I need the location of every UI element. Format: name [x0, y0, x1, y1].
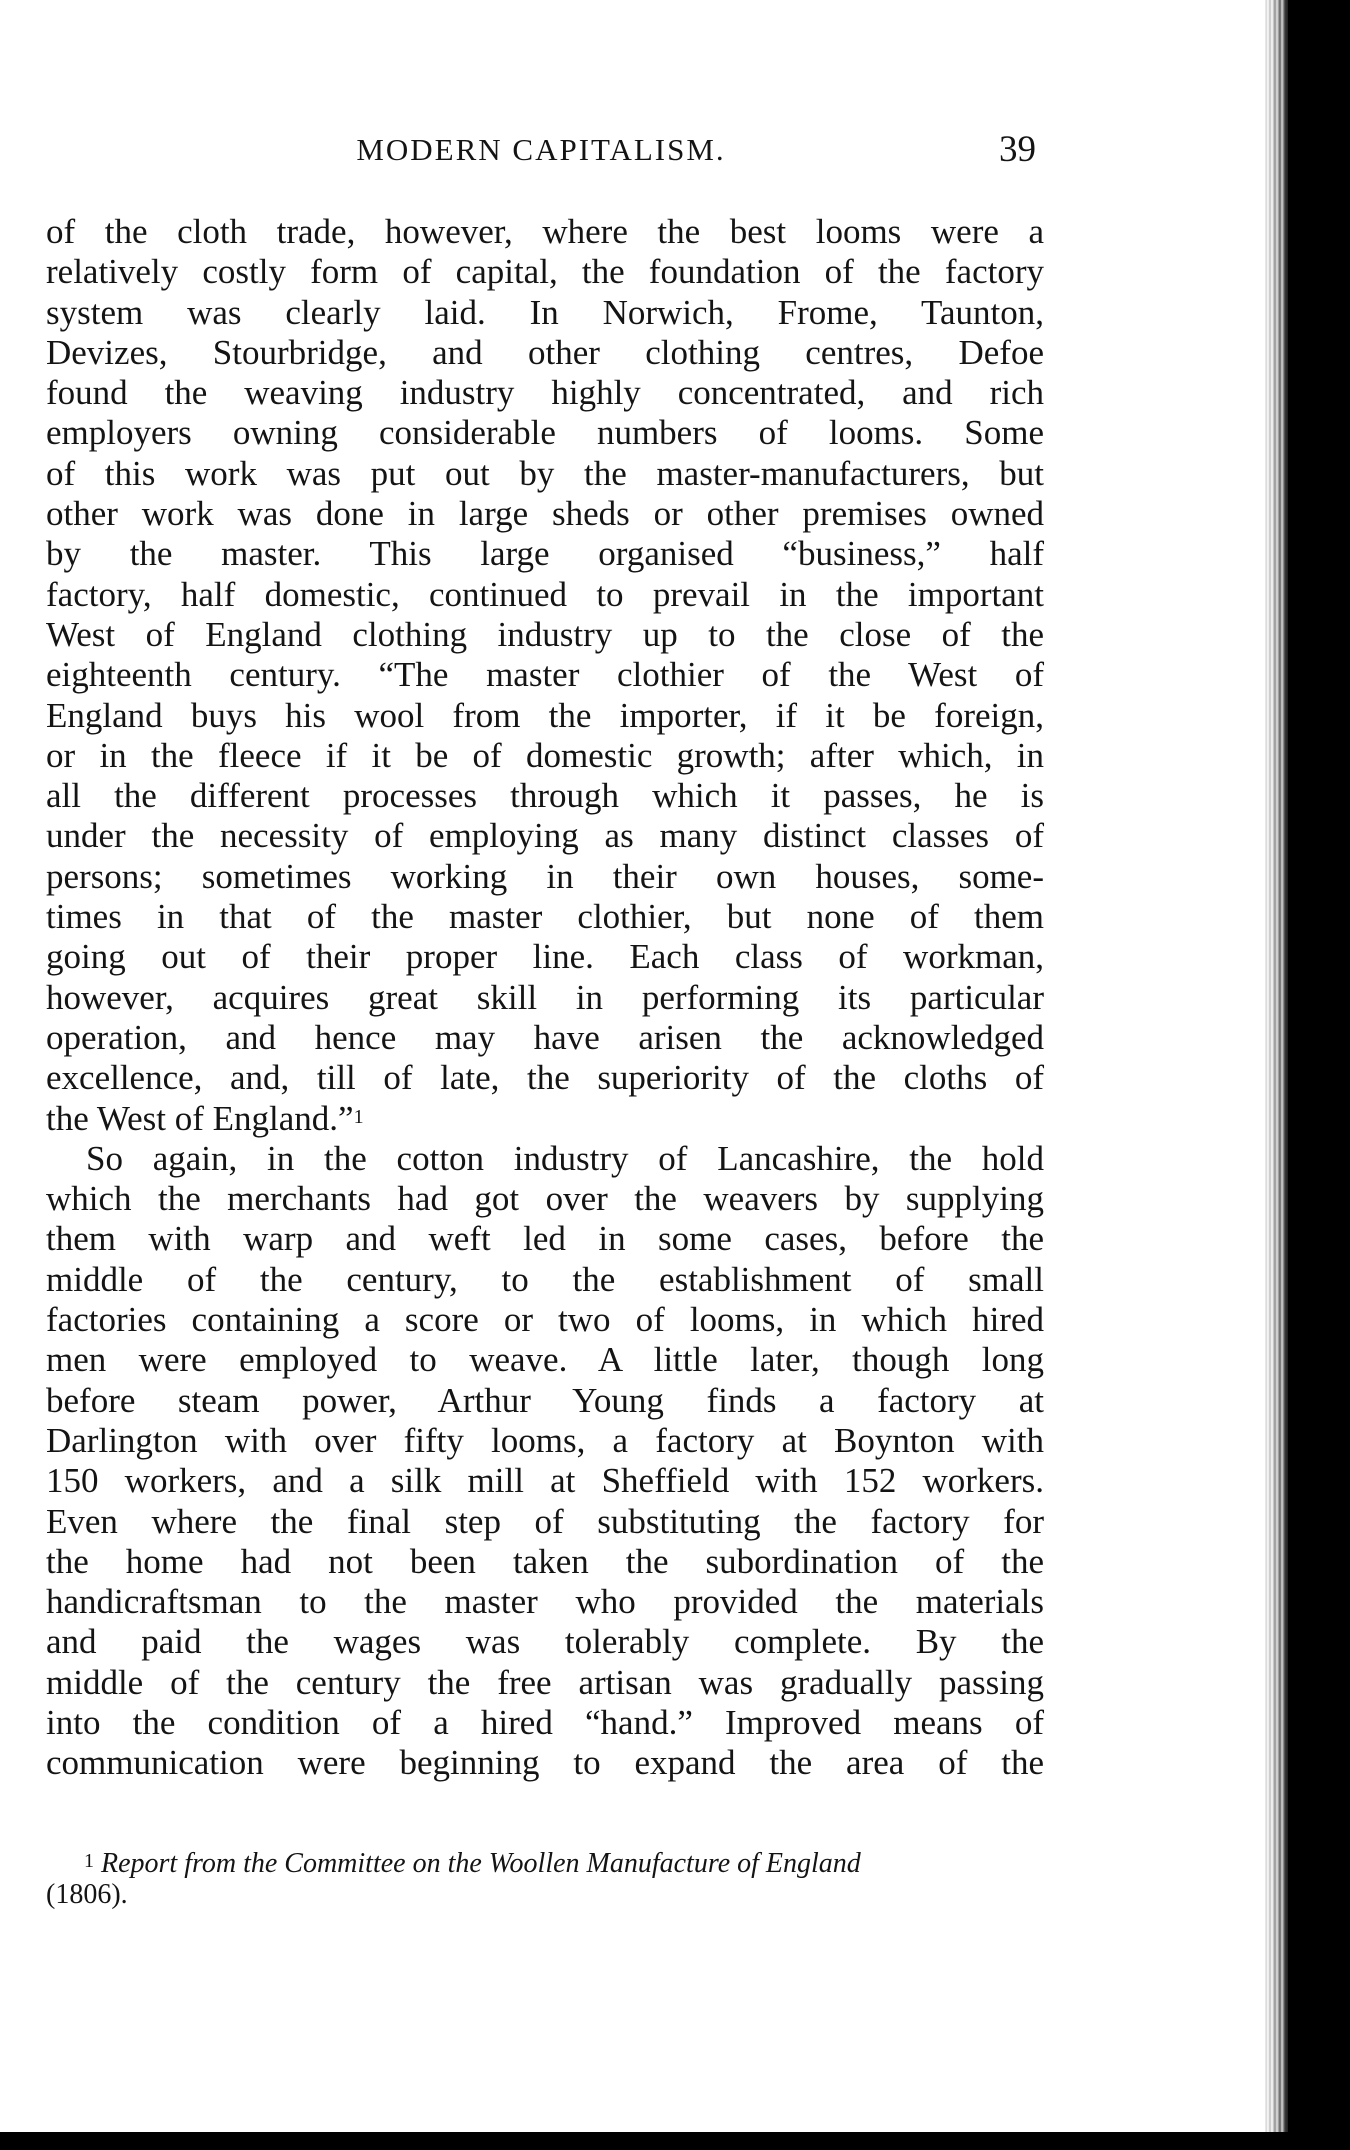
scan-edge-right: [1288, 0, 1350, 2150]
text-line: communication were beginning to expand the area of the: [46, 1743, 1044, 1783]
text-line: the home had not been taken the subordination of the: [46, 1541, 1044, 1581]
text-line: middle of the century the free artisan was gradually passing: [46, 1662, 1044, 1702]
paragraph-end-line: [46, 1099, 1044, 1139]
text-line: Devizes, Stourbridge, and other clothing centres, Defoe: [46, 332, 1044, 372]
text-line: system was clearly laid. In Norwich, Frome, Taunton,: [46, 292, 1044, 332]
text-line: excellence, and, till of late, the superiority of the cloths of: [46, 1058, 1044, 1098]
text-line: West of England clothing industry up to the close of the: [46, 614, 1044, 654]
text-line: under the necessity of employing as many distinct classes of: [46, 816, 1044, 856]
text-line: middle of the century, to the establishment of small: [46, 1259, 1044, 1299]
text-line: factories containing a score or two of looms, in which hired: [46, 1300, 1044, 1340]
footnote-line: [46, 1848, 1044, 1879]
text-line: other work was done in large sheds or other premises owned: [46, 494, 1044, 534]
footnote-marker: 1: [84, 1850, 94, 1872]
scan-gutter-shadow: [1262, 0, 1288, 2150]
footnote-year: (1806).: [46, 1879, 128, 1910]
text-line: England buys his wool from the importer, if it be foreign,: [46, 695, 1044, 735]
text-line: employers owning considerable numbers of looms. Some: [46, 413, 1044, 453]
text-line: found the weaving industry highly concentrated, and rich: [46, 373, 1044, 413]
footnote-title: Report from the Committee on the Woollen Manufacture of England: [101, 1848, 861, 1879]
text-line: all the different processes through which it passes, he is: [46, 776, 1044, 816]
text-line: which the merchants had got over the weavers by supplying: [46, 1179, 1044, 1219]
text-line: times in that of the master clothier, but none of them: [46, 897, 1044, 937]
text-line: into the condition of a hired “hand.” Improved means of: [46, 1702, 1044, 1742]
text-line: eighteenth century. “The master clothier of the West of: [46, 655, 1044, 695]
text-line: Even where the final step of substituting the factory for: [46, 1501, 1044, 1541]
text-line: of the cloth trade, however, where the best looms were a: [46, 212, 1044, 251]
running-title: MODERN CAPITALISM.: [356, 132, 726, 167]
text-line: however, acquires great skill in performing its particular: [46, 977, 1044, 1017]
page-number: 39: [999, 129, 1036, 170]
text-line: relatively costly form of capital, the foundation of the factory: [46, 252, 1044, 292]
text-line: So again, in the cotton industry of Lancashire, the hold: [86, 1138, 1044, 1178]
footnote-reference: 1: [353, 1105, 364, 1128]
footnote: [46, 1848, 1044, 1910]
text-line: of this work was put out by the master-manufacturers, but: [46, 453, 1044, 493]
text-line: Darlington with over fifty looms, a factory at Boynton with: [46, 1420, 1044, 1460]
text-line: and paid the wages was tolerably complete. By the: [46, 1622, 1044, 1662]
text-line: 150 workers, and a silk mill at Sheffield with 152 workers.: [46, 1461, 1044, 1501]
text-line: the West of England.”: [46, 1098, 354, 1138]
text-line: operation, and hence may have arisen the acknowledged: [46, 1017, 1044, 1057]
text-line: factory, half domestic, continued to prevail in the important: [46, 574, 1044, 614]
text-line: them with warp and weft led in some cases, before the: [46, 1219, 1044, 1259]
text-line: going out of their proper line. Each class of workman,: [46, 937, 1044, 977]
text-line: or in the fleece if it be of domestic growth; after which, in: [46, 735, 1044, 775]
text-line: by the master. This large organised “business,” half: [46, 534, 1044, 574]
running-head: [46, 128, 1036, 172]
text-line: handicraftsman to the master who provided the materials: [46, 1582, 1044, 1622]
scan-edge-bottom: [0, 2132, 1350, 2150]
text-line: men were employed to weave. A little later, though long: [46, 1340, 1044, 1380]
text-line: persons; sometimes working in their own houses, some-: [46, 856, 1044, 896]
body-text: [46, 212, 1044, 1784]
text-line: before steam power, Arthur Young finds a factory at: [46, 1380, 1044, 1420]
